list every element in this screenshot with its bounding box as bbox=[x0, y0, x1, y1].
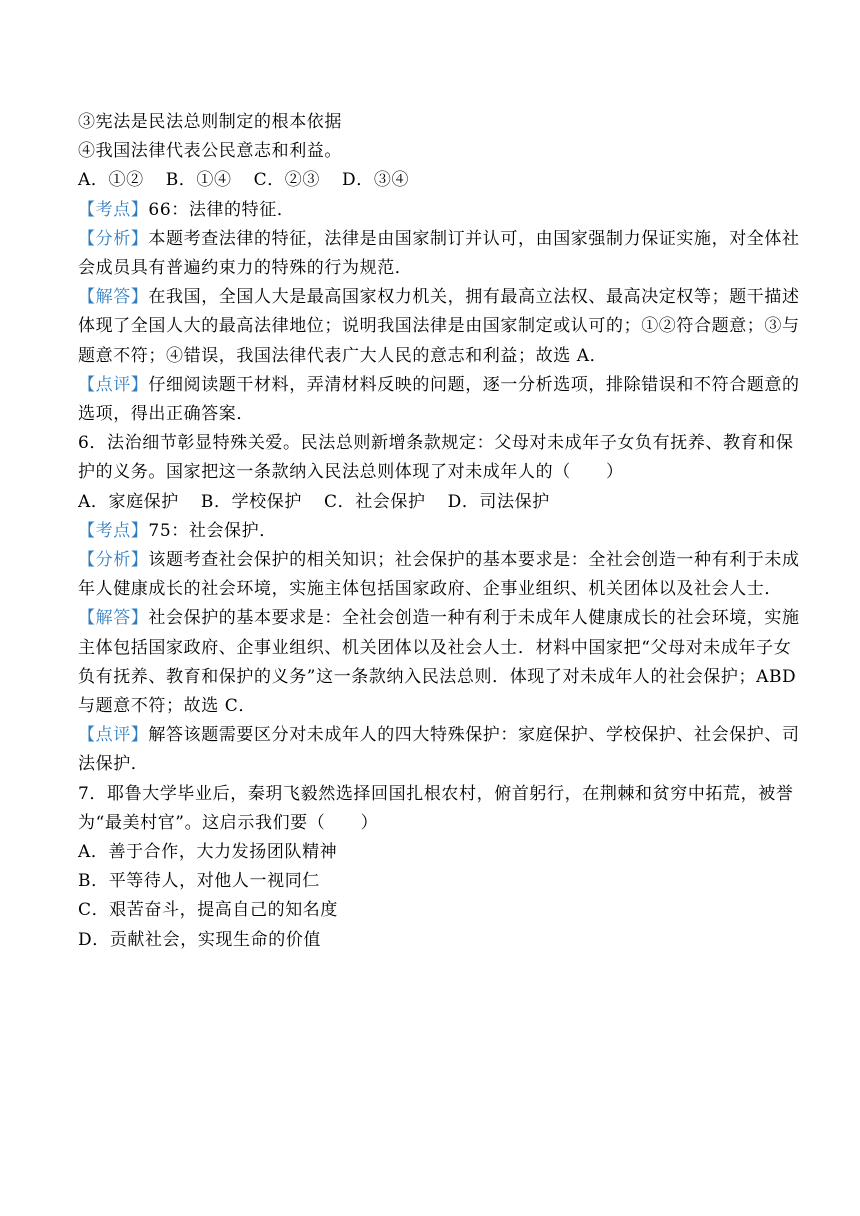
q5-jieda-line-2: 体现了全国人大的最高法律地位；说明我国法律是由国家制定或认可的；①②符合题意；③与 bbox=[78, 316, 800, 337]
q5-jieda-text-1: 在我国，全国人大是最高国家权力机关，拥有最高立法权、最高决定权等；题干描述 bbox=[148, 287, 800, 308]
q6-stem-line-1: 6．法治细节彰显特殊关爱。民法总则新增条款规定：父母对未成年子女负有抚养、教育和保 bbox=[78, 433, 794, 454]
q6-dianping-text-1: 解答该题需要区分对未成年人的四大特殊保护：家庭保护、学校保护、社会保护、司 bbox=[148, 725, 800, 746]
q5-option-c: C．②③ bbox=[253, 170, 321, 191]
q5-dianping-text-1: 仔细阅读题干材料，弄清材料反映的问题，逐一分析选项，排除错误和不符合题意的 bbox=[148, 374, 800, 395]
q5-fenxi-line-1 bbox=[78, 225, 800, 254]
q7-option-d: D．贡献社会，实现生命的价值 bbox=[78, 929, 322, 950]
q6-kaodian-text: 75：社会保护． bbox=[148, 520, 277, 541]
q6-jieda-line-1 bbox=[78, 604, 800, 633]
q6-option-c: C．社会保护 bbox=[323, 491, 426, 512]
q5-kaodian-text: 66：法律的特征． bbox=[148, 199, 295, 220]
q6-stem-line-2: 护的义务。国家把这一条款纳入民法总则体现了对未成年人的（ ） bbox=[78, 462, 624, 483]
q5-fenxi-line-2: 会成员具有普遍约束力的特殊的行为规范． bbox=[78, 258, 413, 279]
q5-statement-3: ③宪法是民法总则制定的根本依据 bbox=[78, 112, 342, 132]
q5-options bbox=[78, 166, 784, 195]
q7-option-b: B．平等待人，对他人一视同仁 bbox=[78, 871, 320, 892]
q7-stem-line-2: 为“最美村官”。这启示我们要（ ） bbox=[78, 812, 379, 833]
q6-option-a: A．家庭保护 bbox=[78, 491, 179, 512]
q6-dianping-line-1 bbox=[78, 721, 800, 750]
dianping-tag: 【点评】 bbox=[78, 374, 149, 395]
fenxi-tag: 【分析】 bbox=[78, 228, 149, 249]
q5-dianping-line-1 bbox=[78, 371, 800, 400]
q5-jieda-line-1 bbox=[78, 283, 800, 312]
kaodian-tag: 【考点】 bbox=[78, 199, 149, 220]
q6-fenxi-line-2: 年人健康成长的社会环境，实施主体包括国家政府、企事业组织、机关团体以及社会人士． bbox=[78, 579, 782, 600]
q7-option-c: C．艰苦奋斗，提高自己的知名度 bbox=[78, 900, 339, 921]
q6-jieda-line-4: 与题意不符；故选 C． bbox=[78, 696, 257, 717]
q6-fenxi-line-1 bbox=[78, 546, 800, 575]
exam-content bbox=[78, 108, 800, 955]
q6-fenxi-text-1: 该题考查社会保护的相关知识；社会保护的基本要求是：全社会创造一种有利于未成 bbox=[148, 550, 800, 571]
dianping-tag: 【点评】 bbox=[78, 725, 149, 746]
q5-jieda-line-3: 题意不符；④错误，我国法律代表广大人民的意志和利益；故选 A． bbox=[78, 345, 608, 366]
q6-jieda-line-3: 负有抚养、教育和保护的义务”这一条款纳入民法总则．体现了对未成年人的社会保护；ABD bbox=[78, 666, 797, 687]
fenxi-tag: 【分析】 bbox=[78, 550, 149, 571]
q5-option-d: D．③④ bbox=[342, 170, 410, 191]
q6-jieda-text-1: 社会保护的基本要求是：全社会创造一种有利于未成年人健康成长的社会环境，实施 bbox=[148, 608, 800, 629]
q5-kaodian bbox=[78, 196, 784, 225]
q5-fenxi-text-1: 本题考查法律的特征，法律是由国家制订并认可，由国家强制力保证实施，对全体社 bbox=[148, 228, 800, 249]
q5-option-a: A．①② bbox=[78, 170, 144, 191]
kaodian-tag: 【考点】 bbox=[78, 520, 149, 541]
q6-dianping-line-2: 法保护． bbox=[78, 754, 149, 775]
q5-dianping-line-2: 选项，得出正确答案． bbox=[78, 404, 254, 425]
q7-stem-line-1: 7．耶鲁大学毕业后，秦玥飞毅然选择回国扎根农村，俯首躬行，在荆棘和贫穷中拓荒，被誉 bbox=[78, 783, 794, 804]
q6-option-d: D．司法保护 bbox=[447, 491, 550, 512]
jieda-tag: 【解答】 bbox=[78, 287, 149, 308]
q7-option-a: A．善于合作，大力发扬团队精神 bbox=[78, 842, 338, 863]
q6-kaodian bbox=[78, 517, 784, 546]
jieda-tag: 【解答】 bbox=[78, 608, 149, 629]
q5-statement-4: ④我国法律代表公民意志和利益。 bbox=[78, 141, 342, 162]
q5-option-b: B．①④ bbox=[165, 170, 232, 191]
q6-option-b: B．学校保护 bbox=[200, 491, 302, 512]
q6-options bbox=[78, 488, 784, 517]
q6-jieda-line-2: 主体包括国家政府、企事业组织、机关团体以及社会人士．材料中国家把“父母对未成年子女 bbox=[78, 637, 792, 658]
